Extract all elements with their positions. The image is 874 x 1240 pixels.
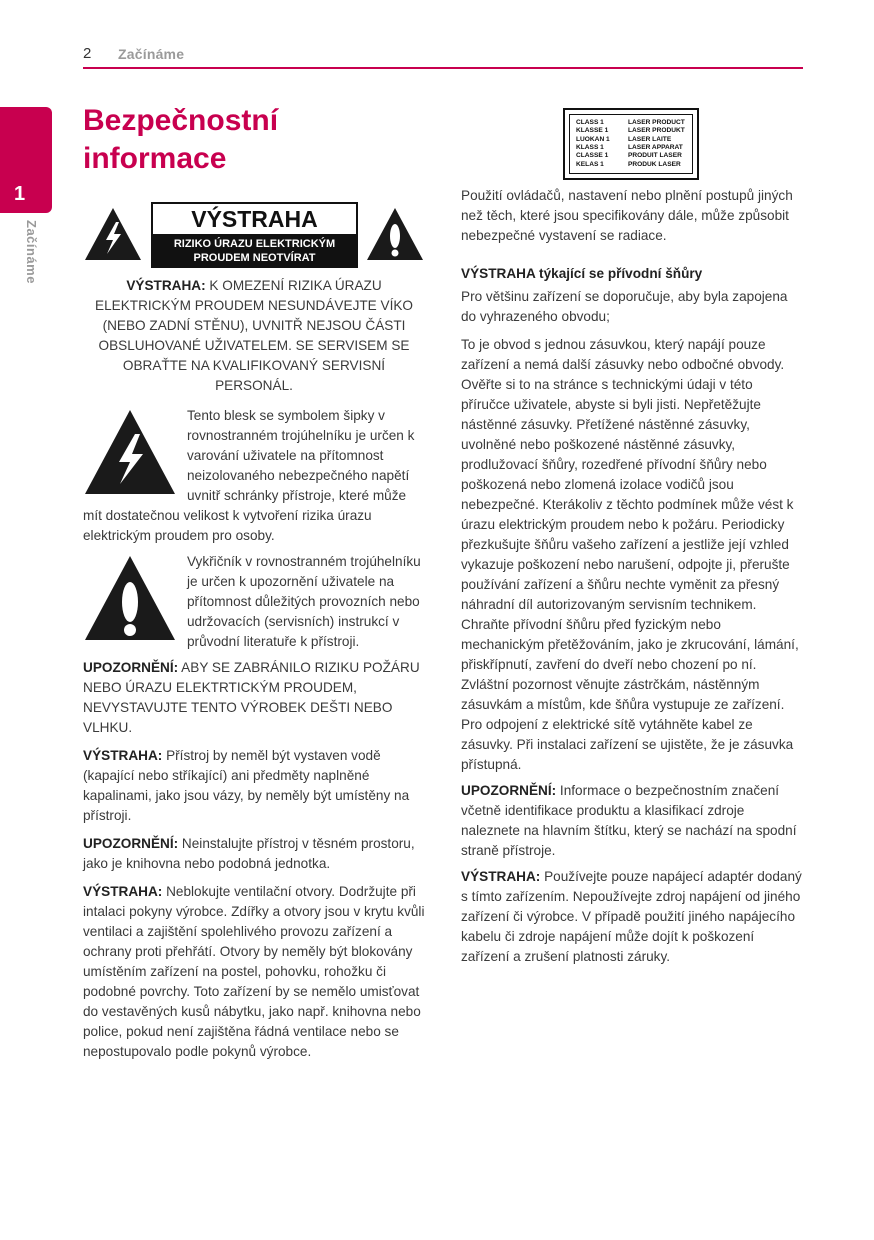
left-column xyxy=(83,200,425,1062)
page-number: 2 xyxy=(83,45,92,62)
warning-subtitle-line1: RIZIKO ÚRAZU ELEKTRICKÝM xyxy=(173,238,336,250)
safety-marking-paragraph xyxy=(461,781,803,861)
warning-water-label: VÝSTRAHA: xyxy=(83,748,163,763)
caution-label: VÝSTRAHA: xyxy=(126,278,206,293)
exclamation-warning-icon xyxy=(365,206,425,262)
warning-box-title: VÝSTRAHA xyxy=(191,206,318,232)
laser-product-cell: LASER PRODUKT xyxy=(628,127,685,135)
notice-rain-text: ABY SE ZABRÁNILO RIZIKU POŽÁRU NEBO ÚRAZU ELEKTRTICKÝM PROUDEM, NEVYSTAVUJTE TENTO VÝROBEK DEŠTI NEBO VLHKU. xyxy=(83,660,420,735)
warning-box-subtitle xyxy=(153,234,356,266)
header-rule xyxy=(83,67,803,69)
lightning-explanation xyxy=(83,406,425,546)
adapter-warning-label: VÝSTRAHA: xyxy=(461,869,541,884)
notice-install-text: Neinstalujte přístroj v těsném prostoru, jako je knihovna nebo podobná jednotka. xyxy=(83,836,415,871)
chapter-side-label: Začínáme xyxy=(24,220,39,284)
laser-class-cell: KLASSE 1 xyxy=(576,127,609,135)
warning-water-text: Přístroj by neměl být vystaven vodě (kapající nebo stříkající) ani předměty naplněné kapalinami, jako jsou vázy, by neměly být umístěny na přístroji. xyxy=(83,748,410,823)
notice-rain-label: UPOZORNĚNÍ: xyxy=(83,660,179,675)
caution-text: K OMEZENÍ RIZIKA ÚRAZU ELEKTRICKÝM PROUDEM NESUNDÁVEJTE VÍKO (NEBO ZADNÍ STĚNU), UVNITŘ NEJSOU ČÁSTI OBSLUHOVANÉ UŽIVATELEM. SE SERVISEM SE OBRAŤTE NA KVALIFIKOVANÝ SERVISNÍ PERSONÁL. xyxy=(95,278,413,393)
lightning-warning-icon xyxy=(83,206,143,262)
laser-product-cell: LASER APPARAT xyxy=(628,143,683,151)
page-title: Bezpečnostní informace xyxy=(83,104,279,175)
caution-paragraph xyxy=(83,276,425,396)
dedicated-circuit-paragraph: Pro většinu zařízení se doporučuje, aby byla zapojena do vyhrazeného obvodu; xyxy=(461,289,788,324)
running-header: Začínáme xyxy=(118,46,185,62)
laser-class-cell: LUOKAN 1 xyxy=(576,135,610,143)
power-cord-paragraph: To je obvod s jednou zásuvkou, který napájí pouze zařízení a nemá další zásuvky nebo odbočné obvody. Ověřte si to na stránce s technickými údaji v této příručce uživatele, abyste si byli jisti. Nepřetěžujte nástěnné zásuvky. Přetížené nástěnné zásuvky, uvolněné nebo poškozené nástěnné zásuvky, prodlužovací šňůry, rozedřené přívodní šňůry nebo poškozená nebo zlomená izolace vodičů jsou nebezpečné. Kterákoliv z těchto podmínek může vést k úrazu elektrickým proudem nebo k požáru. Periodicky přezkušujte šňůru vašeho zařízení a jestliže její vzhled vykazuje poškození nebo narušení, odpojte ji, přerušte používání zařízení a šňůru nechte vyměnit za přesný náhradní díl autorizovaným servisním technikem. Chraňte přívodní šňůru před fyzickým nebo mechanickým přetěžováním, jako je zkrucování, lámání, přiskřípnutí, zavření do dveří nebo chození po ní. Zvláštní pozornost věnujte zástrčkám, nástěnným zásuvkám a místům, kde šňůra vystupuje ze zařízení. Pro odpojení z elektrické sítě vytáhněte kabel ze zásuvky. Při instalaci zařízení se ujistěte, že je zásuvka přístupná. xyxy=(461,337,799,772)
laser-class-label xyxy=(563,108,699,180)
laser-class-cell: KELAS 1 xyxy=(576,160,604,168)
exclamation-triangle-icon xyxy=(83,554,177,642)
laser-product-cell: LASER PRODUCT xyxy=(628,119,685,126)
exclamation-explanation xyxy=(83,552,425,652)
safety-marking-label: UPOZORNĚNÍ: xyxy=(461,783,557,798)
lightning-text: Tento blesk se symbolem šipky v rovnostranném trojúhelníku je určen k varování uživatele na přítomnost neizolovaného nebezpečného napětí uvnitř schránky přístroje, které může mít dostatečnou velikost k vytvoření rizika úrazu elektrickým proudem pro osoby. xyxy=(83,408,415,543)
warning-ventilation-paragraph xyxy=(83,882,425,1062)
notice-rain-paragraph xyxy=(83,658,425,738)
warning-ventilation-label: VÝSTRAHA: xyxy=(83,884,163,899)
laser-product-cell: PRODUK LASER xyxy=(628,160,681,168)
chapter-tab xyxy=(0,107,52,213)
safety-marking-text: Informace o bezpečnostním značení včetně identifikace produktu a klasifikací zdroje naleznete na hlavním štítku, který se nachází na spodní straně přístroje. xyxy=(461,783,797,858)
laser-class-cell: KLASS 1 xyxy=(576,143,604,151)
laser-product-cell: PRODUIT LASER xyxy=(628,152,682,160)
exclamation-text: Vykřičník v rovnostranném trojúhelníku je určen k upozornění uživatele na přítomnost důležitých provozních nebo udržovacích (servisních) instrukcí v průvodní literatuře k přístroji. xyxy=(187,554,421,649)
warning-subtitle-line2: PROUDEM NEOTVÍRAT xyxy=(193,252,316,264)
adapter-warning-paragraph xyxy=(461,867,803,967)
right-column xyxy=(461,108,803,967)
laser-label-grid xyxy=(569,114,693,174)
notice-install-paragraph xyxy=(83,834,425,874)
radiation-intro: Použití ovládačů, nastavení nebo plnění postupů jiných než těch, které jsou specifikovány dále, může způsobit nebezpečné vystavení se radiace. xyxy=(461,188,793,243)
laser-product-cell: LASER LAITE xyxy=(628,135,672,143)
laser-class-cell: CLASSE 1 xyxy=(576,152,609,160)
chapter-number: 1 xyxy=(14,183,26,205)
power-cord-heading: VÝSTRAHA týkající se přívodní šňůry xyxy=(461,266,703,281)
notice-install-label: UPOZORNĚNÍ: xyxy=(83,836,179,851)
lightning-triangle-icon xyxy=(83,408,177,496)
adapter-warning-text: Používejte pouze napájecí adaptér dodaný s tímto zařízením. Nepoužívejte zdroj napájení od jiného zařízení či výrobce. V případě použití jiného napájecího kabelu či zdroje napájení může dojít k poškození zařízení a zrušení platnosti záruky. xyxy=(461,869,802,964)
warning-banner xyxy=(83,200,425,270)
warning-water-paragraph xyxy=(83,746,425,826)
laser-class-cell: CLASS 1 xyxy=(576,119,604,126)
warning-box xyxy=(151,202,358,268)
warning-ventilation-text: Neblokujte ventilační otvory. Dodržujte při intalaci pokyny výrobce. Zdířky a otvory jsou v krytu kvůli ventilaci a zajištění spolehlivého provozu zařízení a ochrany proti přehřátí. Otvory by neměly být blokovány umístěním zařízení na postel, pohovku, rohožku či podobné povrchy. Toto zařízení by se nemělo umisťovat do vestavěných kusů nábytku, jako např. knihovna nebo police, pokud není zajištěna řádná ventilace nebo se nepostupovalo podle pokynů výrobce. xyxy=(83,884,425,1059)
